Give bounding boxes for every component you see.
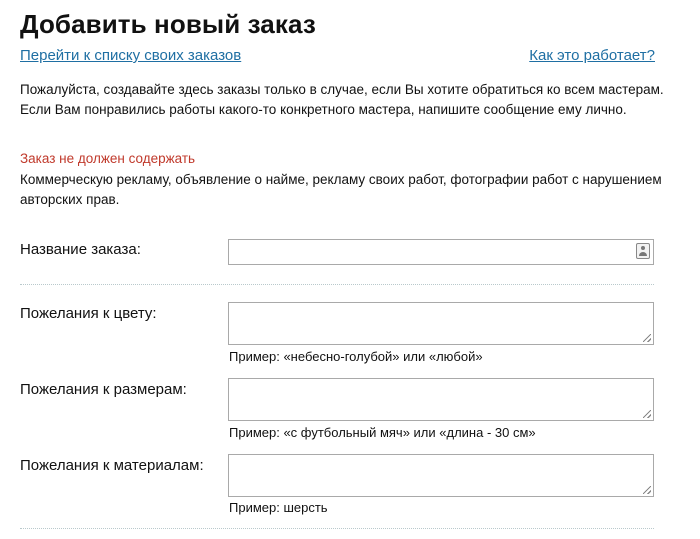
how-it-works-link[interactable]: Как это работает? [529, 47, 655, 64]
page-title: Добавить новый заказ [20, 9, 316, 39]
order-name-input[interactable] [228, 239, 654, 265]
warning-text: Коммерческую рекламу, объявление о найме, рекламу своих работ, фотографии работ с нарушением авторских прав. [20, 172, 662, 207]
resize-handle-icon[interactable] [643, 410, 651, 418]
material-wishes-label: Пожелания к материалам: [20, 457, 204, 474]
color-wishes-label: Пожелания к цвету: [20, 305, 157, 322]
size-wishes-textarea[interactable] [228, 378, 654, 421]
resize-handle-icon[interactable] [643, 334, 651, 342]
color-hint: Пример: «небесно-голубой» или «любой» [229, 349, 483, 364]
material-wishes-textarea[interactable] [228, 454, 654, 497]
order-name-label: Название заказа: [20, 241, 141, 258]
divider [20, 528, 654, 529]
intro-text: Пожалуйста, создавайте здесь заказы только в случае, если Вы хотите обратиться ко всем мастерам. Если Вам понравились работы какого-то конкретного мастера, напишите сообщение ему лично. [20, 82, 664, 117]
material-hint: Пример: шерсть [229, 500, 328, 515]
divider [20, 284, 654, 285]
color-wishes-textarea[interactable] [228, 302, 654, 345]
orders-list-link[interactable]: Перейти к списку своих заказов [20, 47, 242, 64]
resize-handle-icon[interactable] [643, 486, 651, 494]
size-wishes-label: Пожелания к размерам: [20, 381, 187, 398]
warning-title: Заказ не должен содержать [20, 151, 196, 166]
size-hint: Пример: «с футбольный мяч» или «длина - 30 см» [229, 425, 536, 440]
contact-card-icon[interactable] [636, 243, 650, 259]
